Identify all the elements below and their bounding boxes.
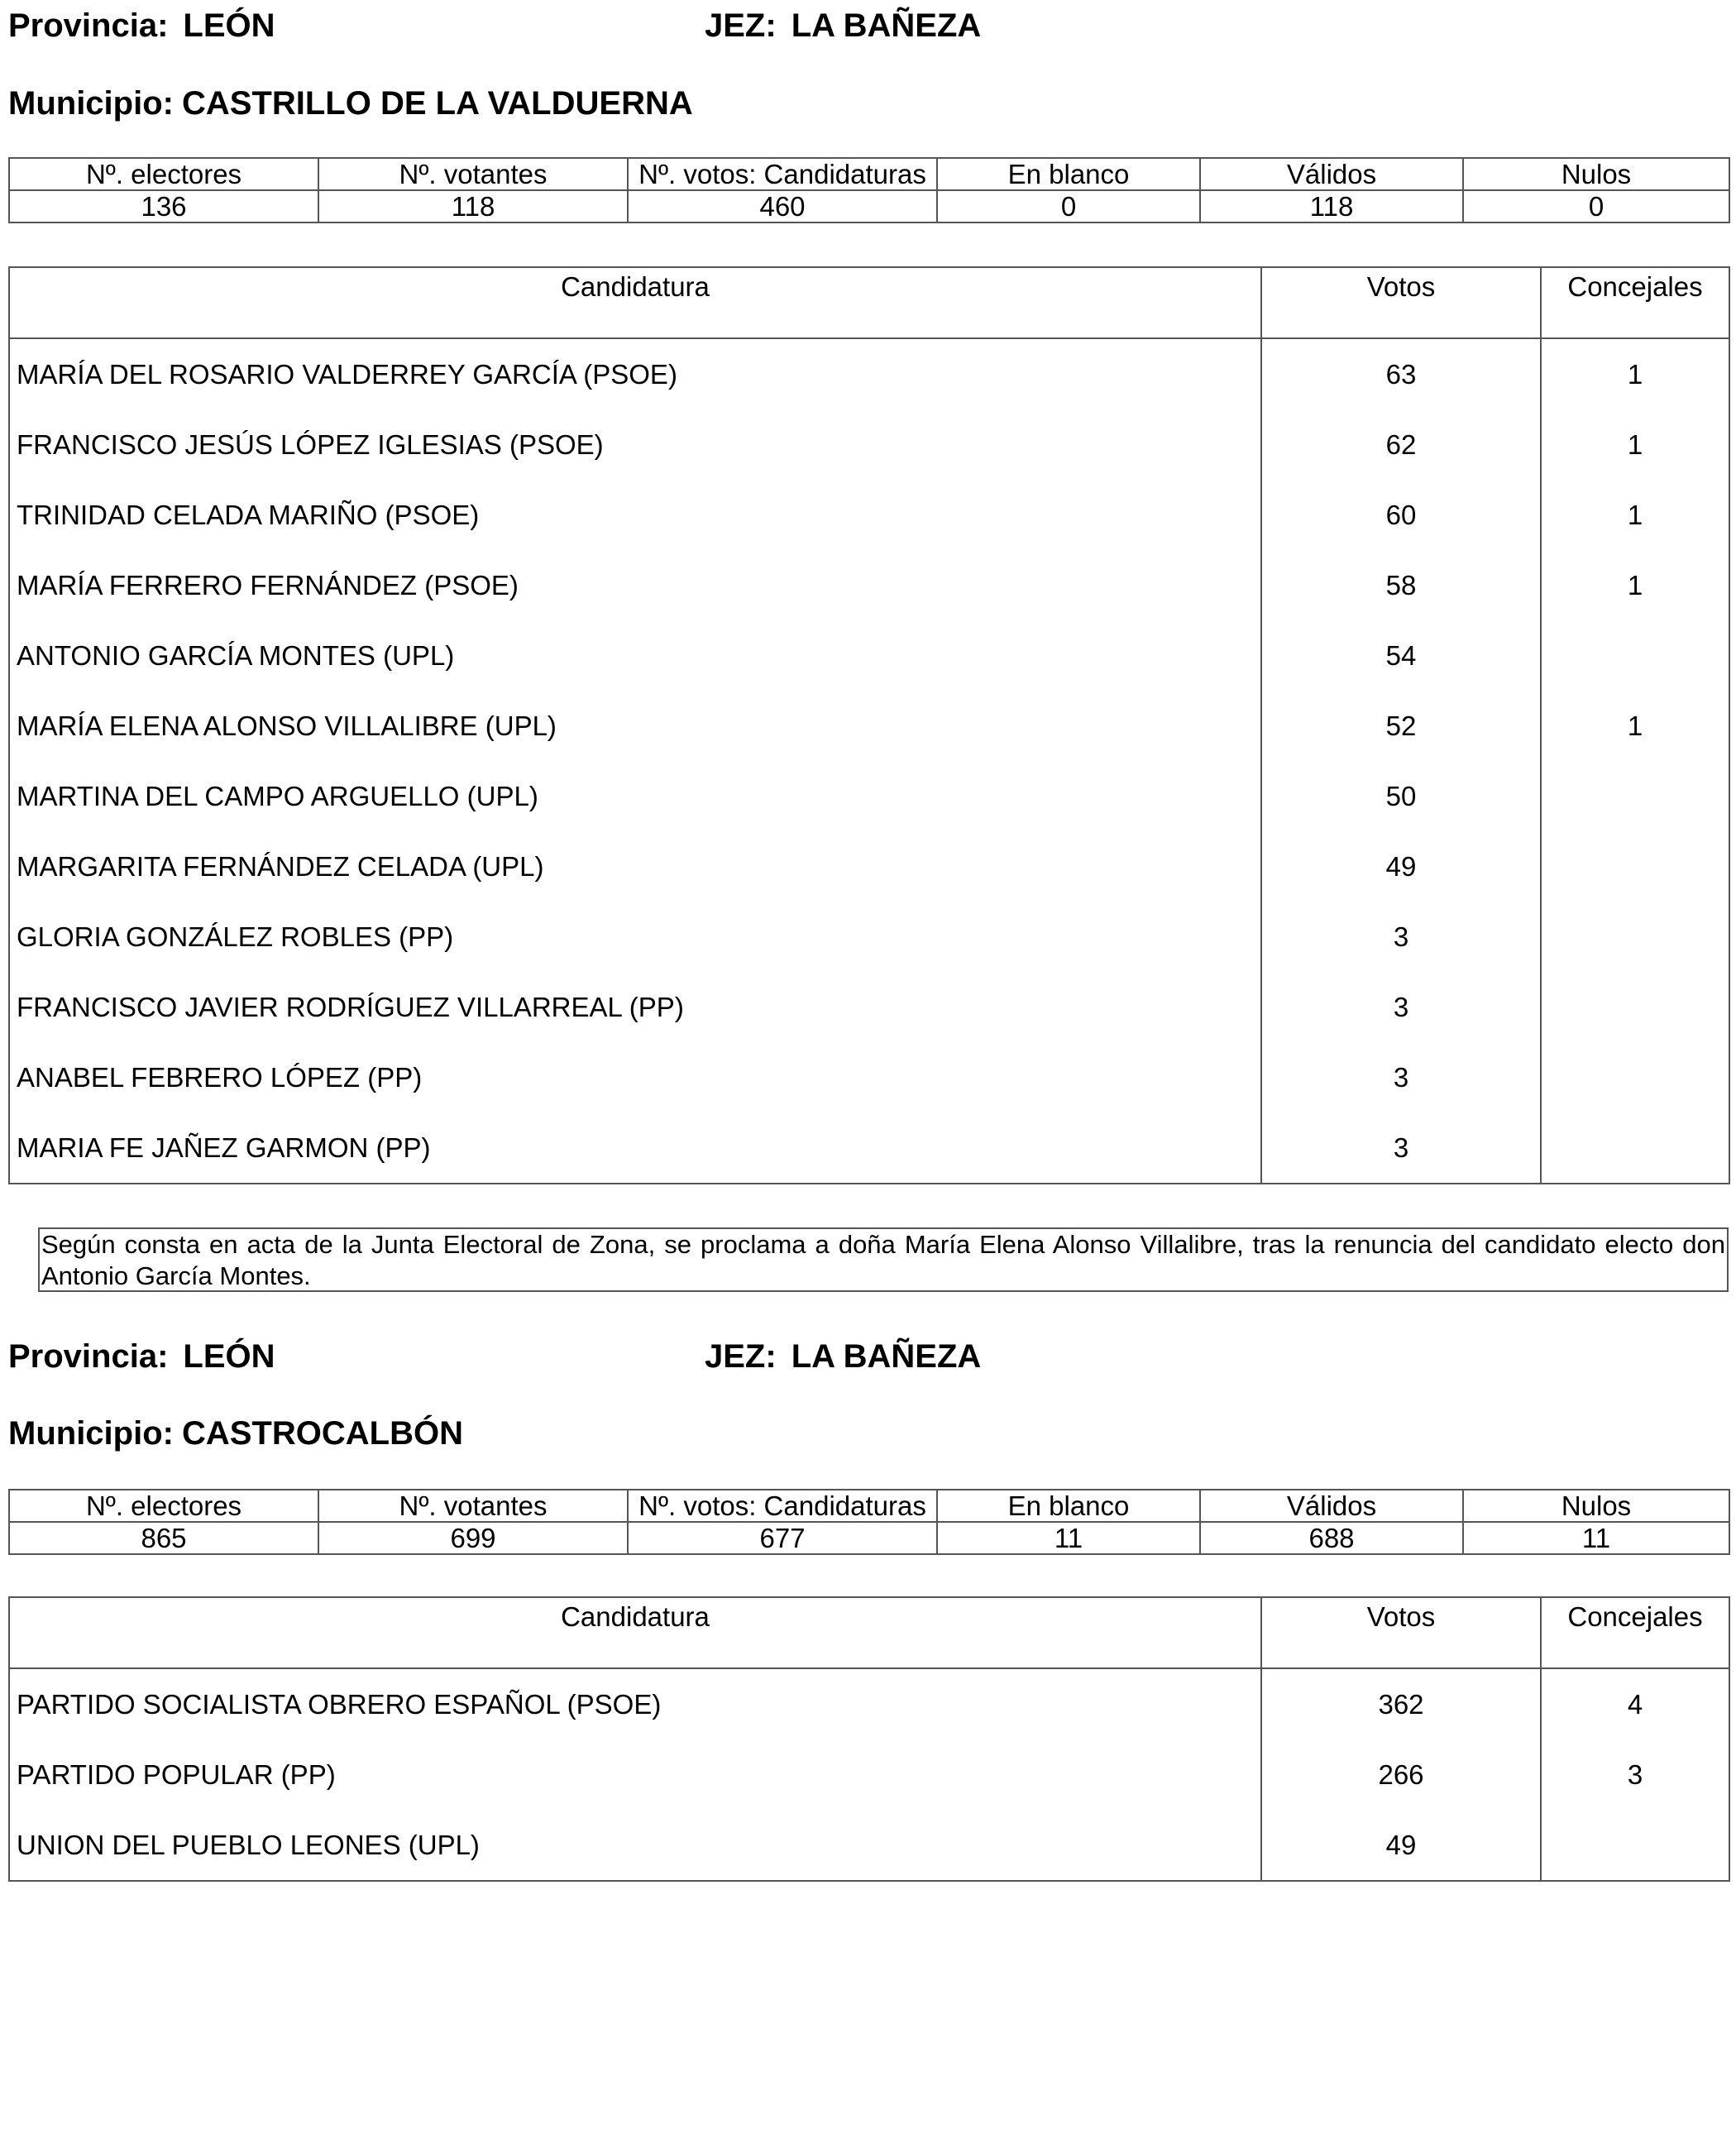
candidate-votos: 3 xyxy=(1261,1042,1541,1112)
candidate-row xyxy=(9,902,1729,972)
summary-header: Nº. votantes xyxy=(318,158,628,190)
municipio-value: CASTRILLO DE LA VALDUERNA xyxy=(181,85,693,122)
candidate-row xyxy=(9,761,1729,831)
summary-header: Nº. votantes xyxy=(318,1490,628,1522)
candidate-concejales xyxy=(1541,1112,1729,1184)
candidate-votos: 58 xyxy=(1261,550,1541,620)
summary-table xyxy=(8,1489,1730,1555)
candidate-name: PARTIDO SOCIALISTA OBRERO ESPAÑOL (PSOE) xyxy=(9,1668,1261,1739)
municipio-label: Municipio: xyxy=(8,1415,174,1452)
summary-value: 865 xyxy=(9,1522,318,1554)
concejales-header: Concejales xyxy=(1541,1597,1729,1668)
summary-header: Válidos xyxy=(1200,1490,1463,1522)
candidates-header-row xyxy=(9,267,1729,338)
jez-value: LA BAÑEZA xyxy=(791,1338,982,1375)
candidate-row xyxy=(9,831,1729,902)
summary-header: Nº. votos: Candidaturas xyxy=(628,158,937,190)
candidate-name: PARTIDO POPULAR (PP) xyxy=(9,1739,1261,1810)
candidate-votos: 362 xyxy=(1261,1668,1541,1739)
municipio-heading xyxy=(8,84,693,122)
summary-header: Nulos xyxy=(1463,1490,1729,1522)
jez-heading xyxy=(705,1337,981,1376)
summary-header: Nulos xyxy=(1463,158,1729,190)
candidate-row xyxy=(9,972,1729,1042)
candidate-concejales: 1 xyxy=(1541,480,1729,550)
summary-value: 0 xyxy=(1463,190,1729,222)
candidate-concejales xyxy=(1541,620,1729,691)
candidate-row xyxy=(9,691,1729,761)
summary-header: En blanco xyxy=(937,1490,1200,1522)
candidate-name: GLORIA GONZÁLEZ ROBLES (PP) xyxy=(9,902,1261,972)
candidate-row xyxy=(9,550,1729,620)
candidate-concejales xyxy=(1541,1042,1729,1112)
summary-header: Nº. electores xyxy=(9,1490,318,1522)
jez-heading xyxy=(705,7,981,45)
summary-header: En blanco xyxy=(937,158,1200,190)
summary-value-row xyxy=(9,1522,1729,1554)
candidate-name: MARGARITA FERNÁNDEZ CELADA (UPL) xyxy=(9,831,1261,902)
candidate-concejales xyxy=(1541,972,1729,1042)
summary-value: 118 xyxy=(318,190,628,222)
summary-header: Nº. electores xyxy=(9,158,318,190)
jez-label: JEZ: xyxy=(705,1338,777,1375)
concejales-header: Concejales xyxy=(1541,267,1729,338)
candidate-concejales: 1 xyxy=(1541,550,1729,620)
votos-header: Votos xyxy=(1261,267,1541,338)
summary-value-row xyxy=(9,190,1729,222)
candidate-votos: 49 xyxy=(1261,1810,1541,1881)
summary-value: 460 xyxy=(628,190,937,222)
candidate-name: MARÍA FERRERO FERNÁNDEZ (PSOE) xyxy=(9,550,1261,620)
candidate-row xyxy=(9,1112,1729,1184)
candidate-name: TRINIDAD CELADA MARIÑO (PSOE) xyxy=(9,480,1261,550)
summary-header-row xyxy=(9,1490,1729,1522)
candidate-row xyxy=(9,1810,1729,1881)
candidate-votos: 54 xyxy=(1261,620,1541,691)
candidates-header-row xyxy=(9,1597,1729,1668)
candidatura-header: Candidatura xyxy=(9,267,1261,338)
candidate-votos: 50 xyxy=(1261,761,1541,831)
summary-value: 688 xyxy=(1200,1522,1463,1554)
summary-value: 118 xyxy=(1200,190,1463,222)
candidate-concejales xyxy=(1541,902,1729,972)
summary-header: Válidos xyxy=(1200,158,1463,190)
provincia-value: LEÓN xyxy=(183,1338,275,1375)
jez-value: LA BAÑEZA xyxy=(791,7,982,44)
summary-value: 11 xyxy=(1463,1522,1729,1554)
candidate-name: MARÍA DEL ROSARIO VALDERREY GARCÍA (PSOE) xyxy=(9,338,1261,409)
candidate-row xyxy=(9,480,1729,550)
votos-header: Votos xyxy=(1261,1597,1541,1668)
provincia-label: Provincia: xyxy=(8,7,169,44)
proclamation-note: Según consta en acta de la Junta Electoral de Zona, se proclama a doña María Elena Alonso Villalibre, tras la renuncia del candidato electo don Antonio García Montes. xyxy=(38,1227,1729,1292)
candidate-row xyxy=(9,1739,1729,1810)
candidate-name: ANTONIO GARCÍA MONTES (UPL) xyxy=(9,620,1261,691)
municipio-value: CASTROCALBÓN xyxy=(181,1415,463,1452)
candidate-name: MARIA FE JAÑEZ GARMON (PP) xyxy=(9,1112,1261,1184)
summary-value: 136 xyxy=(9,190,318,222)
candidate-votos: 49 xyxy=(1261,831,1541,902)
candidate-concejales: 3 xyxy=(1541,1739,1729,1810)
candidate-concejales: 1 xyxy=(1541,338,1729,409)
candidate-votos: 3 xyxy=(1261,972,1541,1042)
candidate-name: FRANCISCO JAVIER RODRÍGUEZ VILLARREAL (PP) xyxy=(9,972,1261,1042)
jez-label: JEZ: xyxy=(705,7,777,44)
candidate-row xyxy=(9,620,1729,691)
summary-table xyxy=(8,157,1730,223)
provincia-heading xyxy=(8,7,275,45)
municipio-heading xyxy=(8,1414,463,1452)
candidate-name: MARTINA DEL CAMPO ARGUELLO (UPL) xyxy=(9,761,1261,831)
municipio-label: Municipio: xyxy=(8,85,174,122)
candidate-concejales xyxy=(1541,761,1729,831)
summary-value: 699 xyxy=(318,1522,628,1554)
candidate-name: MARÍA ELENA ALONSO VILLALIBRE (UPL) xyxy=(9,691,1261,761)
provincia-label: Provincia: xyxy=(8,1338,169,1375)
summary-header-row xyxy=(9,158,1729,190)
candidate-votos: 266 xyxy=(1261,1739,1541,1810)
candidate-votos: 62 xyxy=(1261,409,1541,480)
candidate-row xyxy=(9,1042,1729,1112)
candidate-concejales: 4 xyxy=(1541,1668,1729,1739)
candidate-row xyxy=(9,409,1729,480)
candidate-row xyxy=(9,1668,1729,1739)
candidate-votos: 60 xyxy=(1261,480,1541,550)
candidates-body xyxy=(9,1668,1729,1881)
summary-header: Nº. votos: Candidaturas xyxy=(628,1490,937,1522)
candidate-name: UNION DEL PUEBLO LEONES (UPL) xyxy=(9,1810,1261,1881)
candidate-concejales: 1 xyxy=(1541,409,1729,480)
candidate-votos: 3 xyxy=(1261,1112,1541,1184)
summary-value: 11 xyxy=(937,1522,1200,1554)
candidate-row xyxy=(9,338,1729,409)
candidate-name: FRANCISCO JESÚS LÓPEZ IGLESIAS (PSOE) xyxy=(9,409,1261,480)
candidate-concejales xyxy=(1541,1810,1729,1881)
candidates-table xyxy=(8,1596,1730,1882)
candidate-votos: 63 xyxy=(1261,338,1541,409)
candidate-concejales xyxy=(1541,831,1729,902)
candidate-concejales: 1 xyxy=(1541,691,1729,761)
candidate-votos: 52 xyxy=(1261,691,1541,761)
candidates-body xyxy=(9,338,1729,1184)
summary-value: 0 xyxy=(937,190,1200,222)
candidate-votos: 3 xyxy=(1261,902,1541,972)
summary-value: 677 xyxy=(628,1522,937,1554)
candidatura-header: Candidatura xyxy=(9,1597,1261,1668)
provincia-heading xyxy=(8,1337,275,1376)
candidates-table xyxy=(8,266,1730,1184)
provincia-value: LEÓN xyxy=(183,7,275,44)
candidate-name: ANABEL FEBRERO LÓPEZ (PP) xyxy=(9,1042,1261,1112)
